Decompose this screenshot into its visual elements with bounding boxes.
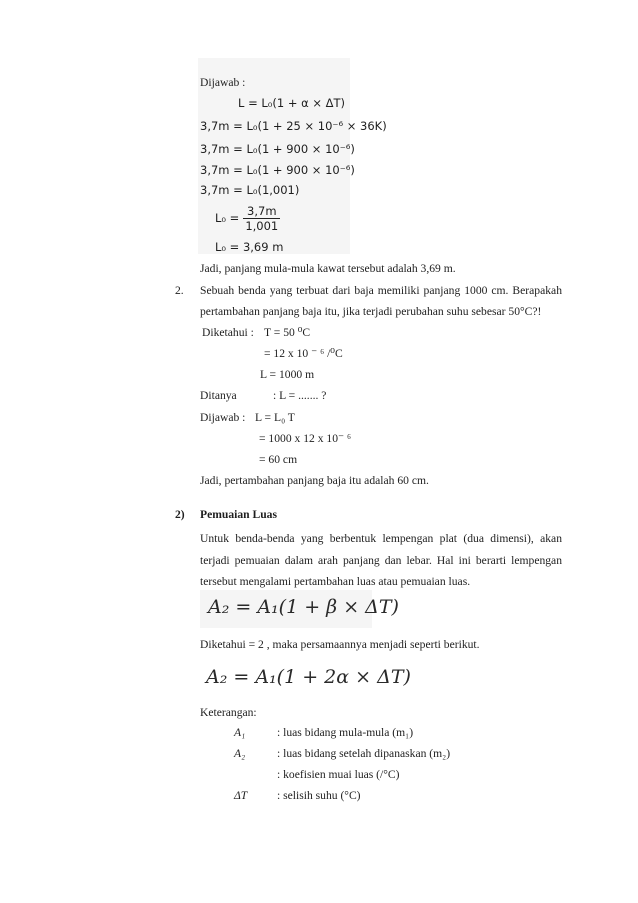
question-2-line-2: pertambahan panjang baja itu, jika terjadi perubahan suhu sebesar 50°C?! <box>200 305 542 318</box>
diketahui-value-3: L = 1000 m <box>260 368 315 381</box>
equation-line-4: 3,7m = L₀(1 + 900 × 10⁻⁶) <box>200 163 355 177</box>
equation-line-3: 3,7m = L₀(1 + 900 × 10⁻⁶) <box>200 142 355 156</box>
question-2-number: 2. <box>175 284 184 297</box>
equation-line-1: L = L₀(1 + α × ΔT) <box>238 96 346 110</box>
fraction-numerator: 3,7m <box>243 204 280 219</box>
dijawab-2-value-3: = 60 cm <box>259 453 298 466</box>
keterangan-symbol: A₂ <box>234 747 246 760</box>
diketahui-value-1: T = 50 ⁰C <box>264 326 311 339</box>
keterangan-label: Keterangan: <box>200 706 257 719</box>
dijawab-2-value-1: L = L₀ T <box>255 411 295 424</box>
dijawab-label: Dijawab : <box>200 76 246 89</box>
conclusion-1: Jadi, panjang mula-mula kawat tersebut adalah 3,69 m. <box>200 262 456 275</box>
fraction-denominator: 1,001 <box>245 218 279 233</box>
section-number: 2) <box>175 508 185 521</box>
diketahui-label: Diketahui : <box>202 326 254 339</box>
equation-line-2: 3,7m = L₀(1 + 25 × 10⁻⁶ × 36K) <box>200 119 387 133</box>
equation-fraction <box>215 201 280 235</box>
section-title: Pemuaian Luas <box>200 508 277 521</box>
diketahui-value-2: = 12 x 10 ⁻ ⁶ /⁰C <box>264 347 343 360</box>
dijawab-2-value-2: = 1000 x 12 x 10⁻ ⁶ <box>259 432 352 445</box>
equation-line-7: L₀ = 3,69 m <box>215 240 284 254</box>
formula-1: A₂ = A₁(1 + β × ΔT) <box>208 596 399 618</box>
equation-line-5: 3,7m = L₀(1,001) <box>200 183 300 197</box>
formula-2: A₂ = A₁(1 + 2α × ΔT) <box>206 666 411 688</box>
keterangan-symbol: ΔT <box>234 789 248 802</box>
ditanya-label: Ditanya <box>200 389 237 402</box>
keterangan-description: : selisih suhu (°C) <box>277 789 361 802</box>
dijawab-2-label: Dijawab : <box>200 411 246 424</box>
keterangan-symbol: A₁ <box>234 726 246 739</box>
keterangan-description: : luas bidang mula-mula (m₁) <box>277 726 414 739</box>
question-2-line-1: Sebuah benda yang terbuat dari baja memiliki panjang 1000 cm. Berapakah <box>200 284 562 297</box>
conclusion-2: Jadi, pertambahan panjang baja itu adalah 60 cm. <box>200 474 429 487</box>
section-paragraph: Untuk benda-benda yang berbentuk lempengan plat (dua dimensi), akan terjadi pemuaian dalam arah panjang dan lebar. Hal ini berarti lempengan tersebut mengalami pertambahan luas atau pemuaian luas. <box>200 532 562 588</box>
keterangan-description: : koefisien muai luas (/°C) <box>277 768 400 781</box>
diketahui-beta-line: Diketahui = 2 , maka persamaannya menjadi seperti berikut. <box>200 638 480 651</box>
ditanya-value: : L = ....... ? <box>273 389 327 402</box>
fraction-lhs: L₀ = <box>215 211 240 225</box>
keterangan-description: : luas bidang setelah dipanaskan (m₂) <box>277 747 451 760</box>
